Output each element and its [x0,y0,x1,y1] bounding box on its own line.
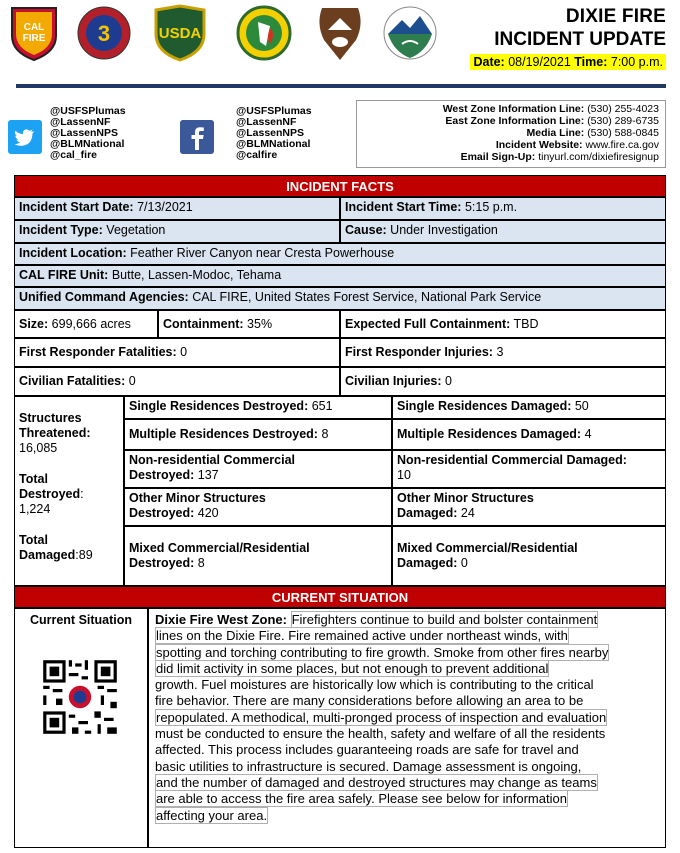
contact-line: West Zone Information Line: (530) 255-4023 [442,103,659,115]
incident-location-cell: Incident Location: Feather River Canyon near Cresta Powerhouse [14,243,666,265]
facebook-handles [236,106,312,161]
twitter-icon[interactable] [8,120,42,154]
time-value: 7:00 p.m. [610,55,663,69]
fr-fatalities-cell: First Responder Fatalities: 0 [14,338,340,367]
facebook-icon[interactable] [180,120,214,154]
situation-line: and the number of damaged and destroyed structures may change as teams [156,774,597,790]
document-subtitle: INCIDENT UPDATE [494,29,666,50]
zone-label: Dixie Fire West Zone: [155,612,287,627]
blm-logo [382,4,438,62]
single-destroyed-cell: Single Residences Destroyed: 651 [124,396,392,419]
situation-line: must be conducted to ensure the health, safety and welfare of all the residents [155,726,606,742]
facebook-handle[interactable]: @USFSPlumas [236,105,312,117]
contact-line: Incident Website: www.fire.ca.gov [495,139,659,151]
cal-fire-logo [6,4,62,62]
forest-service-logo [152,4,208,62]
situation-line: fire behavior. There are many considerations before allowing an area to be [155,693,584,709]
unified-command-cell: Unified Command Agencies: CAL FIRE, United States Forest Service, National Park Service [14,287,666,310]
svg-text:FIRE: FIRE [22,33,46,44]
twitter-handle[interactable]: @cal_fire [50,149,98,161]
situation-label: Current Situation [29,613,133,627]
social-contact-section [6,100,666,168]
twitter-handle[interactable]: @USFSPlumas [50,105,126,117]
incident-facts-heading: INCIDENT FACTS [14,175,666,197]
fr-injuries-cell: First Responder Injuries: 3 [340,338,666,367]
situation-line: did limit activity in some places, but not enough to prevent additional [156,660,549,676]
situation-text-cell [148,608,666,848]
situation-line: Firefighters continue to build and bolster containment [291,612,598,627]
situation-line: repopulated. A methodical, multi-pronged process of inspection and evaluation [156,709,607,725]
contact-line: Media Line: (530) 588-0845 [526,127,659,139]
nonres-destroyed-cell: Non-residential Commercial Destroyed: 137 [124,450,392,488]
start-date-cell: Incident Start Date: 7/13/2021 [14,197,340,220]
minor-destroyed-cell: Other Minor Structures Destroyed: 420 [124,488,392,526]
situation-line: affected. This process includes guaranteeing roads are safe for travel and [155,742,579,758]
facebook-handle[interactable]: @BLMNational [236,138,311,150]
contact-info-box [356,100,666,168]
contact-line: East Zone Information Line: (530) 289-6735 [445,115,659,127]
situation-line: are able to access the fire area safely. Please see below for information [156,791,567,807]
date-label: Date: [473,55,505,69]
qr-code-icon[interactable] [40,657,120,737]
single-damaged-cell: Single Residences Damaged: 50 [392,396,666,419]
civilian-injuries-cell: Civilian Injuries: 0 [340,367,666,396]
incident-type-cell: Incident Type: Vegetation [14,220,340,243]
expected-containment-cell: Expected Full Containment: TBD [340,310,666,338]
structure-totals-cell: Structures Threatened: 16,085 Total Destroyed: 1,224 Total Damaged:89 [14,396,124,586]
containment-cell: Containment: 35% [158,310,340,338]
size-cell: Size: 699,666 acres [14,310,158,338]
svg-text:3: 3 [97,21,111,46]
twitter-handles [50,106,126,161]
twitter-handle[interactable]: @LassenNF [50,116,111,128]
situation-line: affecting your area. [156,807,268,823]
document-title: DIXIE FIRE [565,6,666,27]
incident-management-team-3-logo [76,4,132,62]
cause-cell: Cause: Under Investigation [340,220,666,243]
mixed-damaged-cell: Mixed Commercial/Residential Damaged: 0 [392,526,666,586]
team-1-logo [236,4,292,62]
title-block [470,6,666,71]
situation-line: growth. Fuel moistures are historically low which is contributing to the critical [155,677,594,693]
facebook-handle[interactable]: @LassenNPS [236,127,305,139]
cal-fire-unit-cell: CAL FIRE Unit: Butte, Lassen-Modoc, Tehama [14,265,666,287]
twitter-handle[interactable]: @LassenNPS [50,127,119,139]
minor-damaged-cell: Other Minor Structures Damaged: 24 [392,488,666,526]
mixed-destroyed-cell: Mixed Commercial/Residential Destroyed: 8 [124,526,392,586]
facebook-handle[interactable]: @calfire [236,149,278,161]
nonres-damaged-cell: Non-residential Commercial Damaged: 10 [392,450,666,488]
start-time-cell: Incident Start Time: 5:15 p.m. [340,197,666,220]
multi-destroyed-cell: Multiple Residences Destroyed: 8 [124,419,392,450]
national-park-service-logo [312,4,368,62]
time-label: Time: [574,55,608,69]
contact-line: Email Sign-Up: tinyurl.com/dixiefiresignup [460,151,659,163]
svg-text:USDA: USDA [158,25,202,42]
svg-text:CAL: CAL [23,22,45,33]
total-destroyed-value: 1,224 [19,502,51,516]
date-value: 08/19/2021 [508,55,571,69]
threatened-value: 16,085 [19,441,58,455]
situation-line: lines on the Dixie Fire. Fire remained active under northeast winds, with [156,628,568,644]
header-divider [16,84,666,88]
page-header [0,0,680,88]
situation-line: basic utilities to infrastructure is secured. Damage assessment is ongoing, [155,758,582,774]
date-time-line [470,54,666,70]
current-situation-heading: CURRENT SITUATION [14,586,666,608]
facebook-handle[interactable]: @LassenNF [236,116,297,128]
civilian-fatalities-cell: Civilian Fatalities: 0 [14,367,340,396]
multi-damaged-cell: Multiple Residences Damaged: 4 [392,419,666,450]
twitter-handle[interactable]: @BLMNational [50,138,125,150]
situation-line: spotting and torching contributing to fire growth. Smoke from other fires nearby [156,644,609,660]
total-damaged-value: :89 [75,548,93,562]
